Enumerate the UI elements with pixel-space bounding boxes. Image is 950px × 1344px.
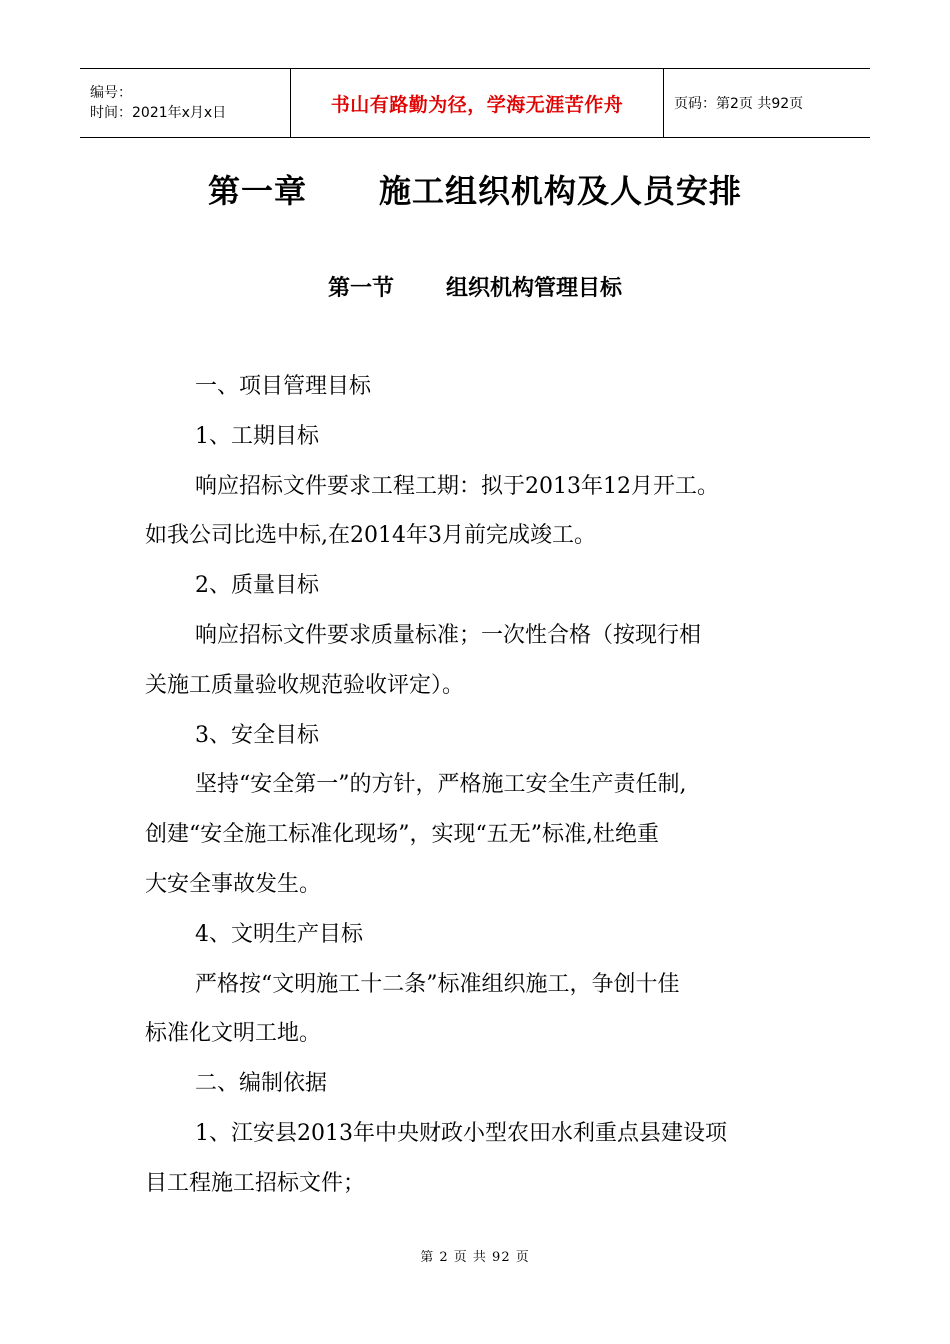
header-motto-cell <box>291 69 664 137</box>
body-paragraph: 3、安全目标 <box>195 722 319 748</box>
body-paragraph: 1、工期目标 <box>195 423 319 449</box>
header-meta <box>80 69 291 137</box>
header-page-info: 页码：第2页 共92页 <box>674 96 804 112</box>
page-footer: 第 2 页 共 92 页 <box>420 1250 530 1265</box>
page-header <box>80 68 870 138</box>
header-page-cell <box>664 69 870 137</box>
chapter-number: 第一章 <box>207 172 307 210</box>
body-paragraph: 如我公司比选中标,在2014年3月前完成竣工。 <box>145 523 596 549</box>
body-paragraph: 响应招标文件要求工程工期：拟于2013年12月开工。 <box>195 473 719 499</box>
chapter-name: 施工组织机构及人员安排 <box>379 172 743 210</box>
body-paragraph: 关施工质量验收规范验收评定）。 <box>145 672 465 698</box>
body-paragraph: 响应招标文件要求质量标准；一次性合格（按现行相 <box>195 622 702 648</box>
chapter-title <box>0 166 950 212</box>
document-date: 时间：2021年x月x日 <box>90 105 227 121</box>
section-name: 组织机构管理目标 <box>446 276 623 301</box>
body-paragraph: 二、编制依据 <box>195 1071 328 1097</box>
body-paragraph: 目工程施工招标文件； <box>145 1170 366 1196</box>
body-paragraph: 创建“安全施工标准化现场”，实现“五无”标准,杜绝重 <box>145 822 659 848</box>
body-paragraph: 2、质量目标 <box>195 573 319 599</box>
body-paragraph: 大安全事故发生。 <box>145 871 322 897</box>
body-paragraph: 坚持“安全第一”的方针，严格施工安全生产责任制, <box>195 772 687 798</box>
body-paragraph: 1、江安县2013年中央财政小型农田水利重点县建设项 <box>195 1120 727 1146</box>
section-title <box>0 271 950 302</box>
body-paragraph: 一、项目管理目标 <box>195 374 372 399</box>
body-paragraph: 标准化文明工地。 <box>145 1021 322 1047</box>
body-paragraph: 4、文明生产目标 <box>195 921 363 947</box>
header-motto: 书山有路勤为径，学海无涯苦作舟 <box>330 93 624 116</box>
section-number: 第一节 <box>327 276 394 301</box>
document-body <box>145 362 810 1209</box>
document-number-label: 编号： <box>90 85 132 101</box>
body-paragraph: 严格按“文明施工十二条”标准组织施工，争创十佳 <box>195 971 680 997</box>
